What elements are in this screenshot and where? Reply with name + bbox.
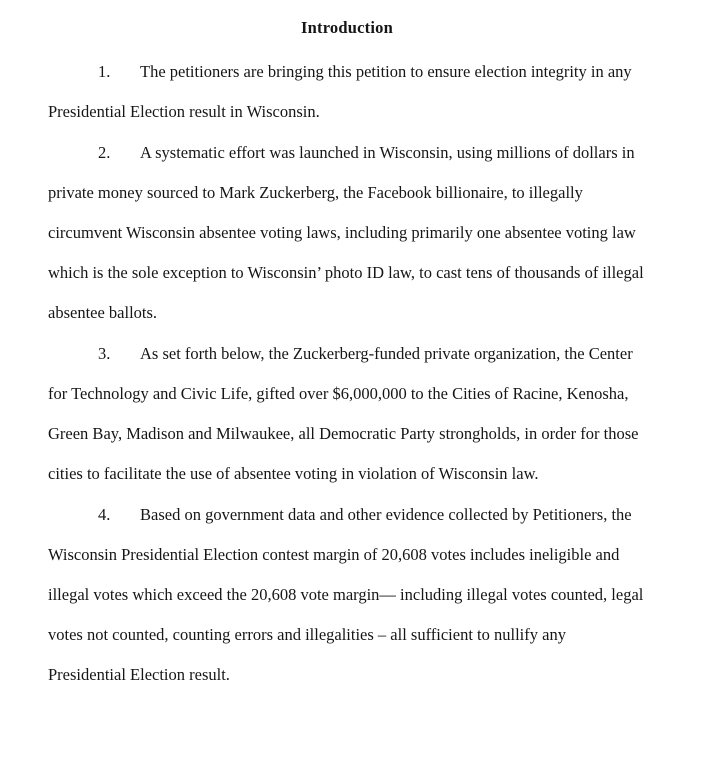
paragraph-number-4: 4. [98, 505, 111, 524]
paragraph-number-1: 1. [98, 62, 111, 81]
paragraph-2 [48, 133, 646, 333]
paragraph-text-2: A systematic effort was launched in Wisconsin, using millions of dollars in private money sourced to Mark Zuckerberg, the Facebook billionaire, to illegally circumvent Wisconsin absentee voting laws, including primarily one absentee voting law which is the sole exception to Wisconsin’ photo ID law, to cast tens of thousands of illegal absentee ballots. [48, 143, 644, 322]
paragraph-text-1: The petitioners are bringing this petition to ensure election integrity in any Presidential Election result in Wisconsin. [48, 62, 632, 121]
paragraph-text-4: Based on government data and other evidence collected by Petitioners, the Wisconsin Presidential Election contest margin of 20,608 votes includes ineligible and illegal votes which exceed the 20,608 vote margin— including illegal votes counted, legal votes not counted, counting errors and illegalities – all sufficient to nullify any Presidential Election result. [48, 505, 644, 684]
paragraph-4 [48, 495, 646, 695]
paragraph-3 [48, 334, 646, 494]
paragraph-text-3: As set forth below, the Zuckerberg-funded private organization, the Center for Technology and Civic Life, gifted over $6,000,000 to the Cities of Racine, Kenosha, Green Bay, Madison and Milwaukee, all Democratic Party strongholds, in order for those cities to facilitate the use of absentee voting in violation of Wisconsin law. [48, 344, 639, 483]
paragraph-number-2: 2. [98, 143, 111, 162]
page-title: Introduction [301, 18, 393, 37]
paragraph-1 [48, 52, 646, 132]
paragraph-number-3: 3. [98, 344, 111, 363]
